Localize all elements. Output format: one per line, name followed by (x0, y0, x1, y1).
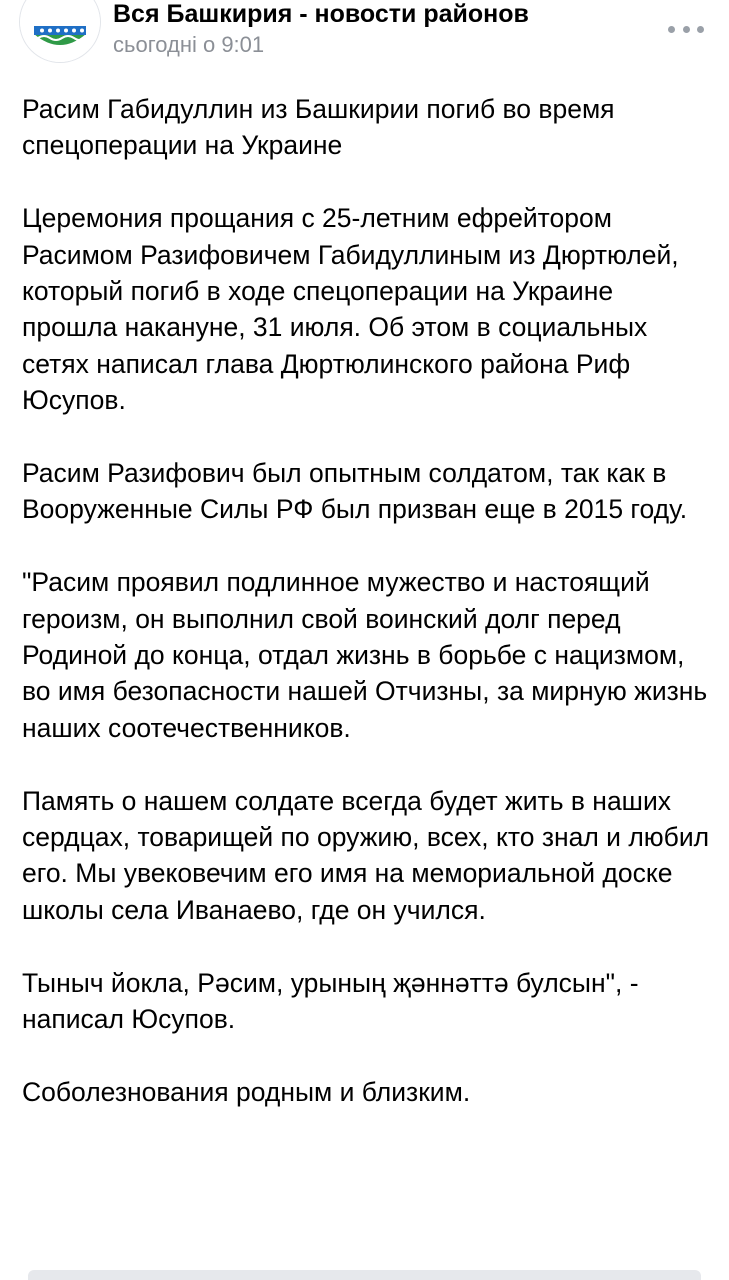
community-name[interactable]: Вся Башкирия - новости районов (113, 0, 529, 28)
more-horizontal-icon (683, 26, 690, 33)
post-paragraph: Соболезнования родным и близким. (22, 1076, 471, 1107)
bashkiria-logo-icon (20, 0, 100, 62)
more-options-button[interactable] (664, 14, 708, 44)
post-footer-divider (28, 1270, 701, 1280)
community-avatar[interactable] (20, 0, 100, 62)
post-paragraph: "Расим проявил подлинное мужество и настоящий героизм, он выполнил свой воинский долг перед Родиной до конца, отдал жизнь в борьбе с нацизмом, во имя безопасности нашей Отчизны, за мирную жизнь наших соотечественников. (22, 567, 708, 743)
post-headline: Расим Габидуллин из Башкирии погиб во время спецоперации на Украине (22, 94, 615, 161)
post-text (22, 91, 712, 1147)
post-header (0, 0, 729, 70)
post-paragraph: Церемония прощания с 25-летним ефрейтором Расимом Разифовичем Габидуллиным из Дюртюлей, который погиб в ходе спецоперации на Украине прошла накануне, 31 июля. Об этом в социальных сетях написал глава Дюртюлинского района Риф Юсупов. (22, 203, 679, 416)
more-horizontal-icon (668, 26, 675, 33)
post-paragraph: Память о нашем солдате всегда будет жить в наших сердцах, товарищей по оружию, всех, кто знал и любил его. Мы увековечим его имя на мемориальной доске школы села Иванаево, где он учился. (22, 785, 710, 925)
post-timestamp[interactable]: сьогодні о 9:01 (113, 32, 265, 57)
post-paragraph: Тыныч йокла, Рәсим, урының җәннәттә булсын", - написал Юсупов. (22, 967, 639, 1035)
more-horizontal-icon (697, 26, 704, 33)
post-paragraph: Расим Разифович был опытным солдатом, так как в Вооруженные Силы РФ был призван еще в 2015 году. (22, 458, 688, 525)
